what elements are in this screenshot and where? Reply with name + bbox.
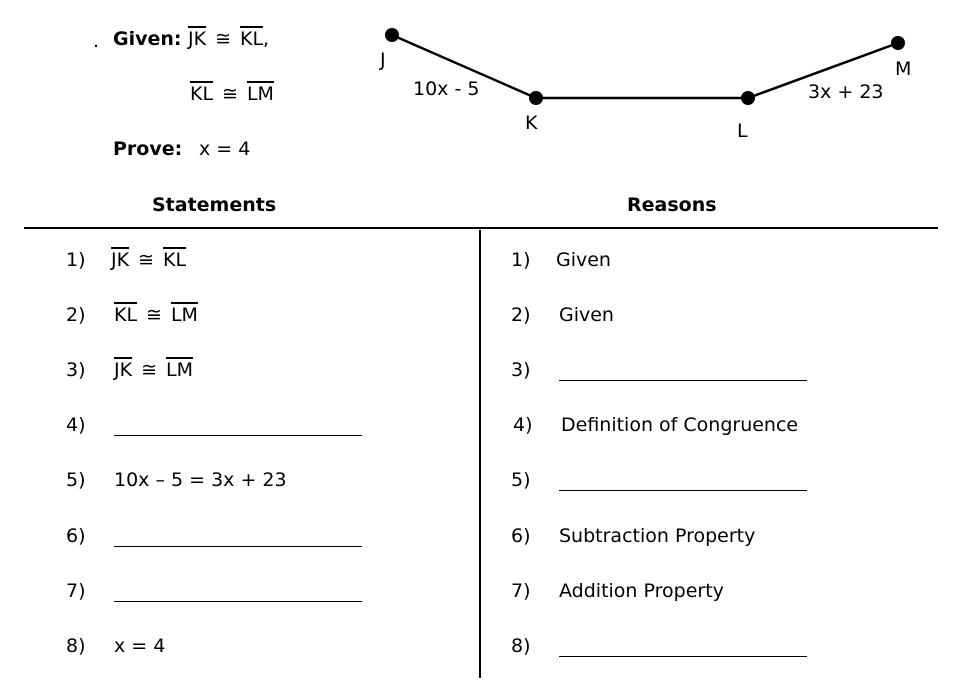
segment-diagram xyxy=(0,0,967,180)
statement-8: x = 4 xyxy=(114,635,166,657)
statement-number: 7) xyxy=(66,580,86,602)
statement-2 xyxy=(114,304,198,326)
congruent-symbol: ≅ xyxy=(222,83,238,105)
given-1-segment-b: $\overline{KL}$ xyxy=(240,28,264,50)
point-k xyxy=(529,91,543,105)
reason-number: 1) xyxy=(511,249,531,271)
bullet-dot: . xyxy=(93,30,100,52)
congruent-symbol: ≅ xyxy=(215,28,231,50)
reason-6: Subtraction Property xyxy=(559,525,756,547)
statement-2-segment-b: $\overline{LM}$ xyxy=(170,304,198,326)
given-label: Given: xyxy=(113,28,182,50)
congruent-symbol: ≅ xyxy=(146,304,162,326)
point-l xyxy=(741,91,755,105)
statement-2-segment-a: $\overline{KL}$ xyxy=(114,304,138,326)
statement-5: 10x – 5 = 3x + 23 xyxy=(114,469,287,491)
table-vertical-rule xyxy=(479,230,481,678)
reason-1: Given xyxy=(556,249,611,271)
statement-number: 4) xyxy=(66,414,86,436)
statement-number: 2) xyxy=(66,304,86,326)
label-segment-lm: 3x + 23 xyxy=(808,81,884,103)
reason-number: 2) xyxy=(511,304,531,326)
statement-1-segment-a: $\overline{JK}$ xyxy=(111,249,130,271)
label-k: K xyxy=(525,112,538,134)
statement-1-segment-b: $\overline{KL}$ xyxy=(163,249,187,271)
reason-4: Definition of Congruence xyxy=(561,414,799,436)
congruent-symbol: ≅ xyxy=(138,249,154,271)
prove-value: x = 4 xyxy=(199,138,251,160)
statement-4-blank[interactable] xyxy=(114,434,362,436)
reason-8-blank[interactable] xyxy=(559,655,807,657)
statement-3-segment-b: $\overline{LM}$ xyxy=(166,359,193,381)
given-2-segment-a: $\overline{KL}$ xyxy=(190,83,214,105)
table-horizontal-rule xyxy=(24,227,938,229)
statement-number: 3) xyxy=(66,359,86,381)
reason-number: 3) xyxy=(511,359,531,381)
prove-label: Prove: xyxy=(113,138,183,160)
label-j: J xyxy=(380,49,386,71)
reason-7: Addition Property xyxy=(559,580,724,602)
statement-number: 6) xyxy=(66,525,86,547)
given-1-segment-a: $\overline{JK}$ xyxy=(188,28,207,50)
given-1-suffix: , xyxy=(263,28,270,50)
reason-number: 6) xyxy=(511,525,531,547)
label-segment-jk: 10x - 5 xyxy=(413,78,480,100)
given-2-segment-b: $\overline{LM}$ xyxy=(246,83,274,105)
statement-7-blank[interactable] xyxy=(114,600,362,602)
congruent-symbol: ≅ xyxy=(141,359,157,381)
statement-number: 8) xyxy=(66,635,86,657)
reason-number: 8) xyxy=(511,635,531,657)
statement-number: 5) xyxy=(66,469,86,491)
label-l: L xyxy=(737,120,748,142)
reason-5-blank[interactable] xyxy=(559,489,807,491)
statement-1 xyxy=(111,249,186,271)
reason-3-blank[interactable] xyxy=(559,379,807,381)
statement-3-segment-a: $\overline{JK}$ xyxy=(114,359,133,381)
statement-3 xyxy=(114,359,193,381)
reason-2: Given xyxy=(559,304,614,326)
reason-number: 7) xyxy=(511,580,531,602)
reason-number: 5) xyxy=(511,469,531,491)
reasons-header: Reasons xyxy=(627,194,717,216)
reason-number: 4) xyxy=(513,414,533,436)
point-m xyxy=(891,36,905,50)
statements-header: Statements xyxy=(152,194,277,216)
point-j xyxy=(385,28,399,42)
statement-number: 1) xyxy=(66,249,86,271)
label-m: M xyxy=(895,58,912,80)
statement-6-blank[interactable] xyxy=(114,545,362,547)
